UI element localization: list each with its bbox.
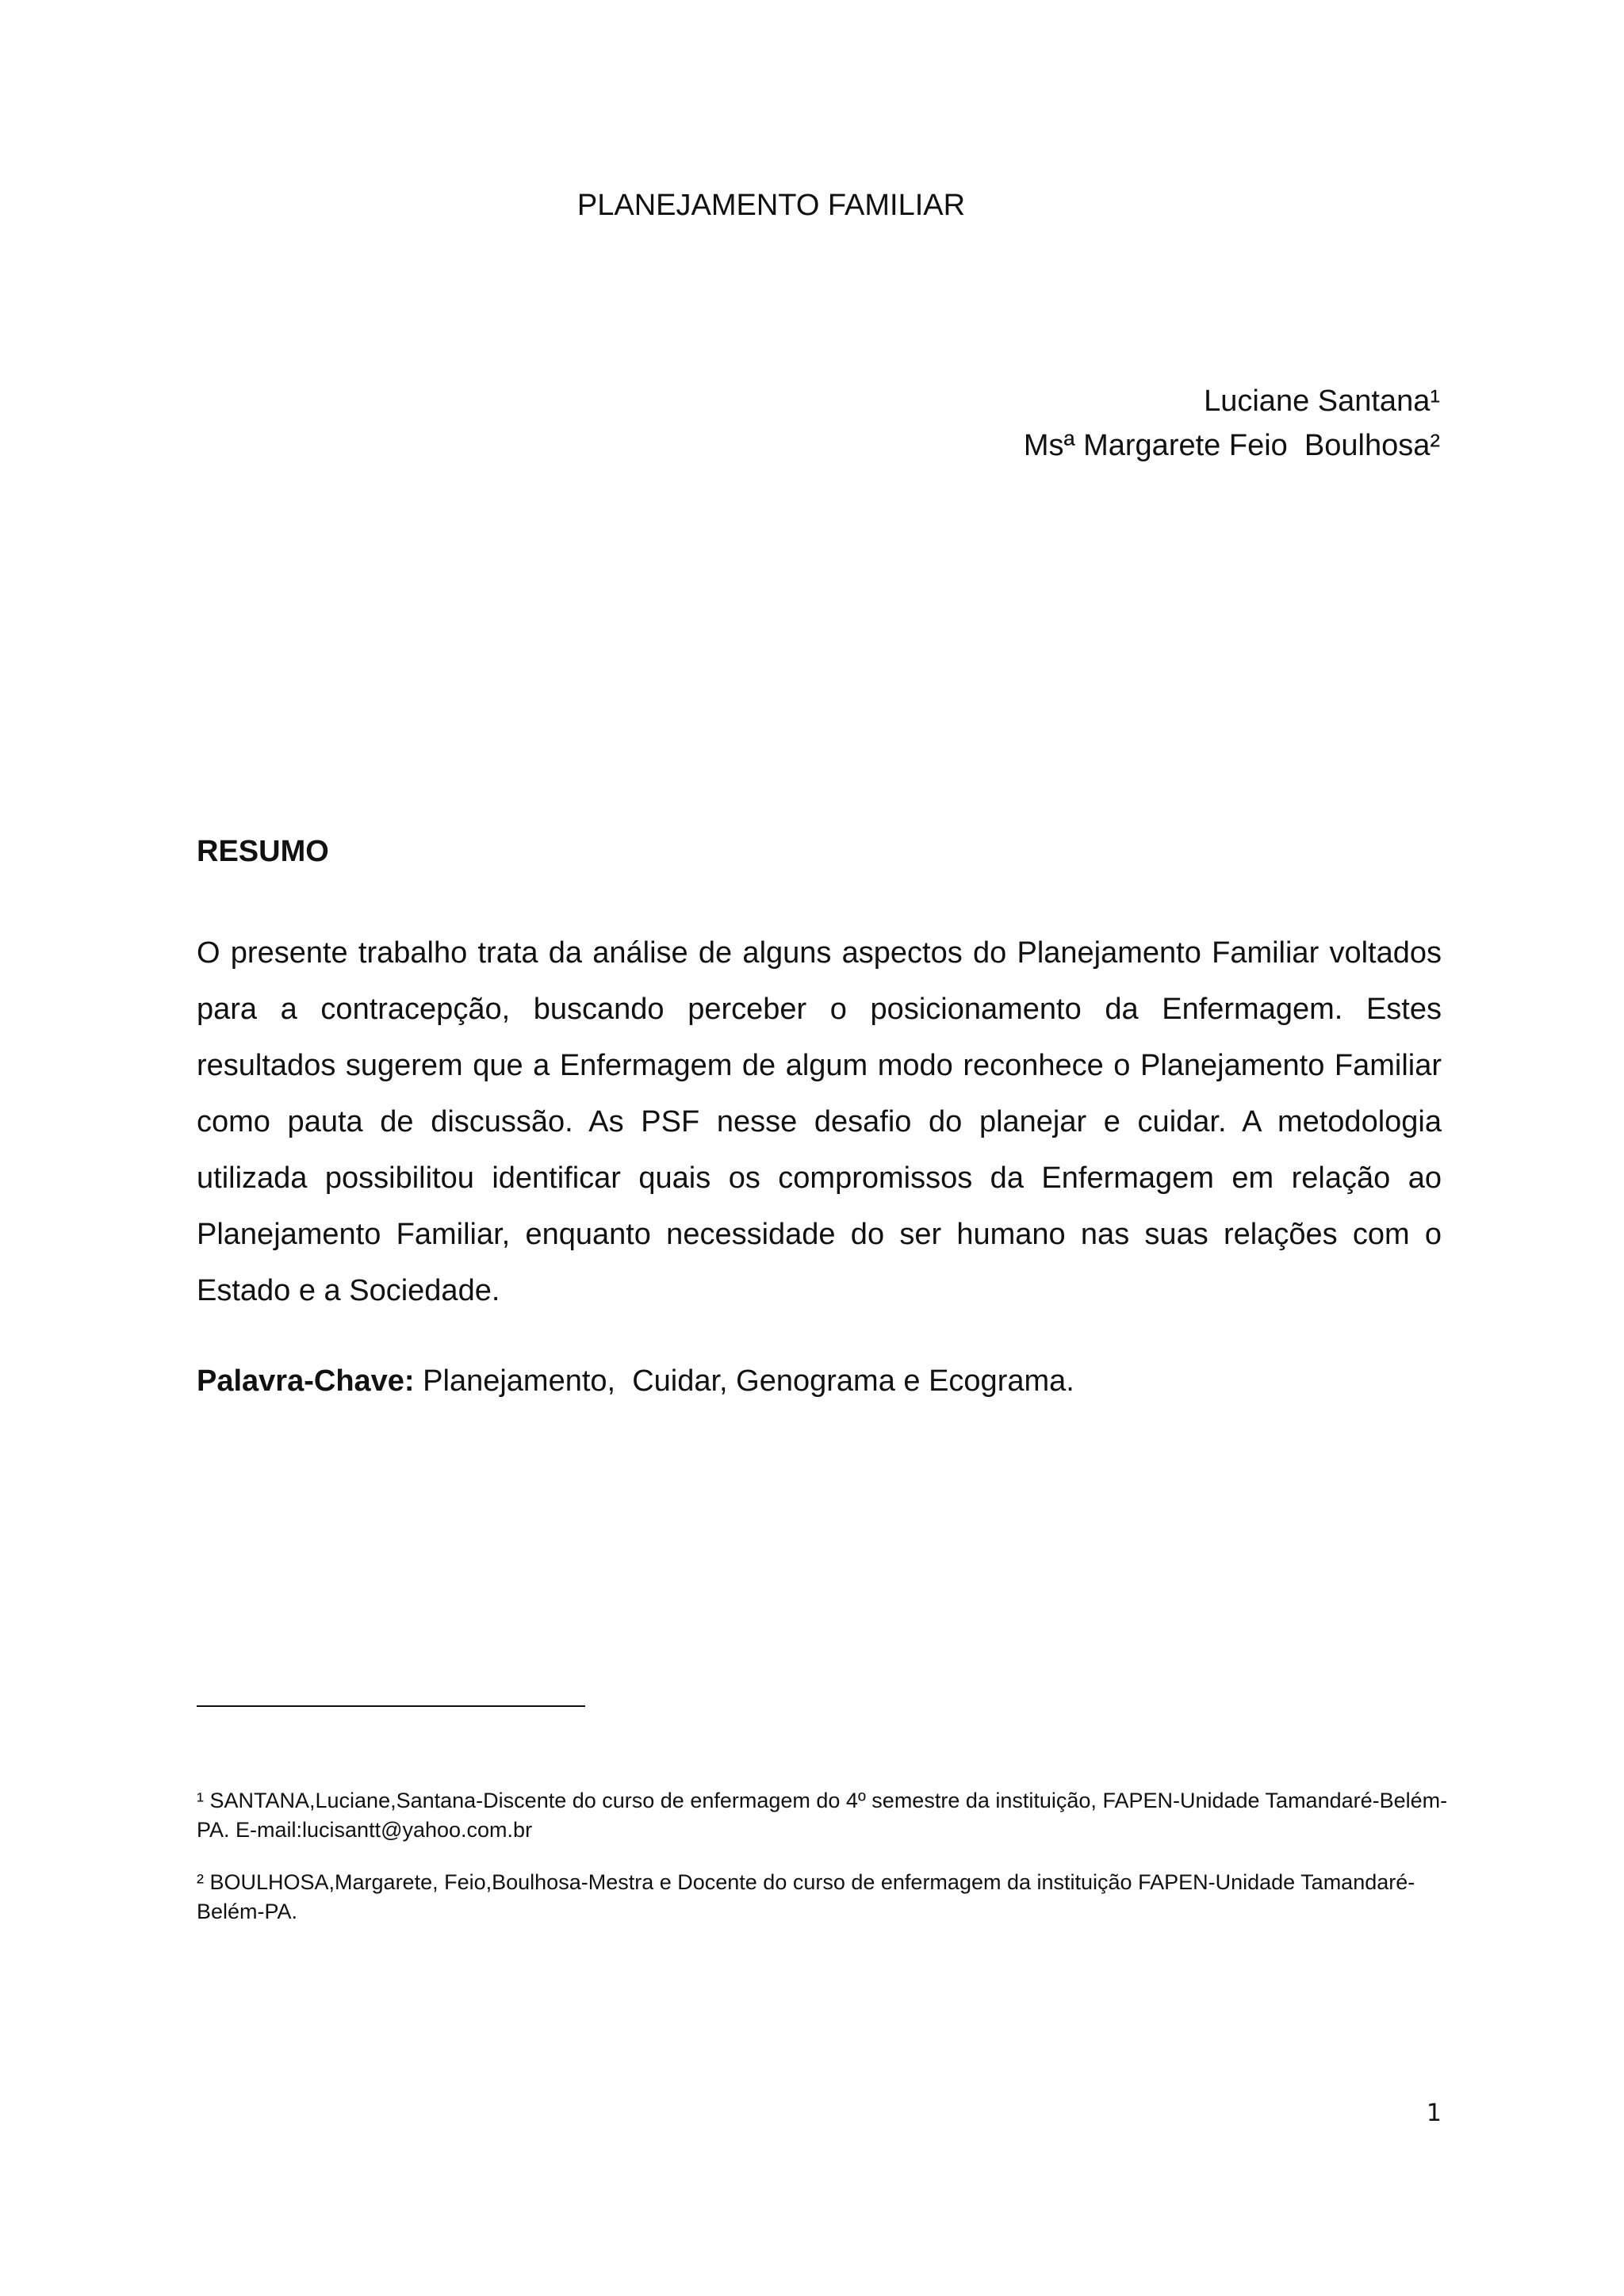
page-number: 1	[1426, 2099, 1442, 2127]
abstract-heading: RESUMO	[197, 835, 329, 868]
keywords-text: Planejamento, Cuidar, Genograma e Ecograma.	[414, 1364, 1074, 1398]
author-block	[1024, 379, 1440, 468]
footnote-2: ² BOULHOSA,Margarete, Feio,Boulhosa-Mestra e Docente do curso de enfermagem da instituição FAPEN-Unidade Tamandaré-Belém-PA.	[197, 1870, 1415, 1923]
footnote-1: ¹ SANTANA,Luciane,Santana-Discente do curso de enfermagem do 4º semestre da instituição, FAPEN-Unidade Tamandaré-Belém-PA. E-mail:lucisantt@yahoo.com.br	[197, 1789, 1448, 1842]
keywords-line	[197, 1364, 1074, 1399]
author-1: Luciane Santana¹	[1204, 385, 1440, 418]
author-2: Msª Margarete Feio Boulhosa²	[1023, 429, 1440, 462]
abstract-paragraph: O presente trabalho trata da análise de alguns aspectos do Planejamento Familiar voltados para a contracepção, buscando perceber o posicionamento da Enfermagem. Estes resultados sugerem que a Enfermagem de algum modo reconhece o Planejamento Familiar como pauta de discussão. As PSF nesse desafio do planejar e cuidar. A metodologia utilizada possibilitou identificar quais os compromissos da Enfermagem em relação ao Planejamento Familiar, enquanto necessidade do ser humano nas suas relações com o Estado e a Sociedade.	[197, 936, 1442, 1307]
keywords-label: Palavra-Chave:	[197, 1364, 415, 1398]
document-title: PLANEJAMENTO FAMILIAR	[576, 189, 966, 222]
footnote-separator	[197, 1705, 585, 1707]
